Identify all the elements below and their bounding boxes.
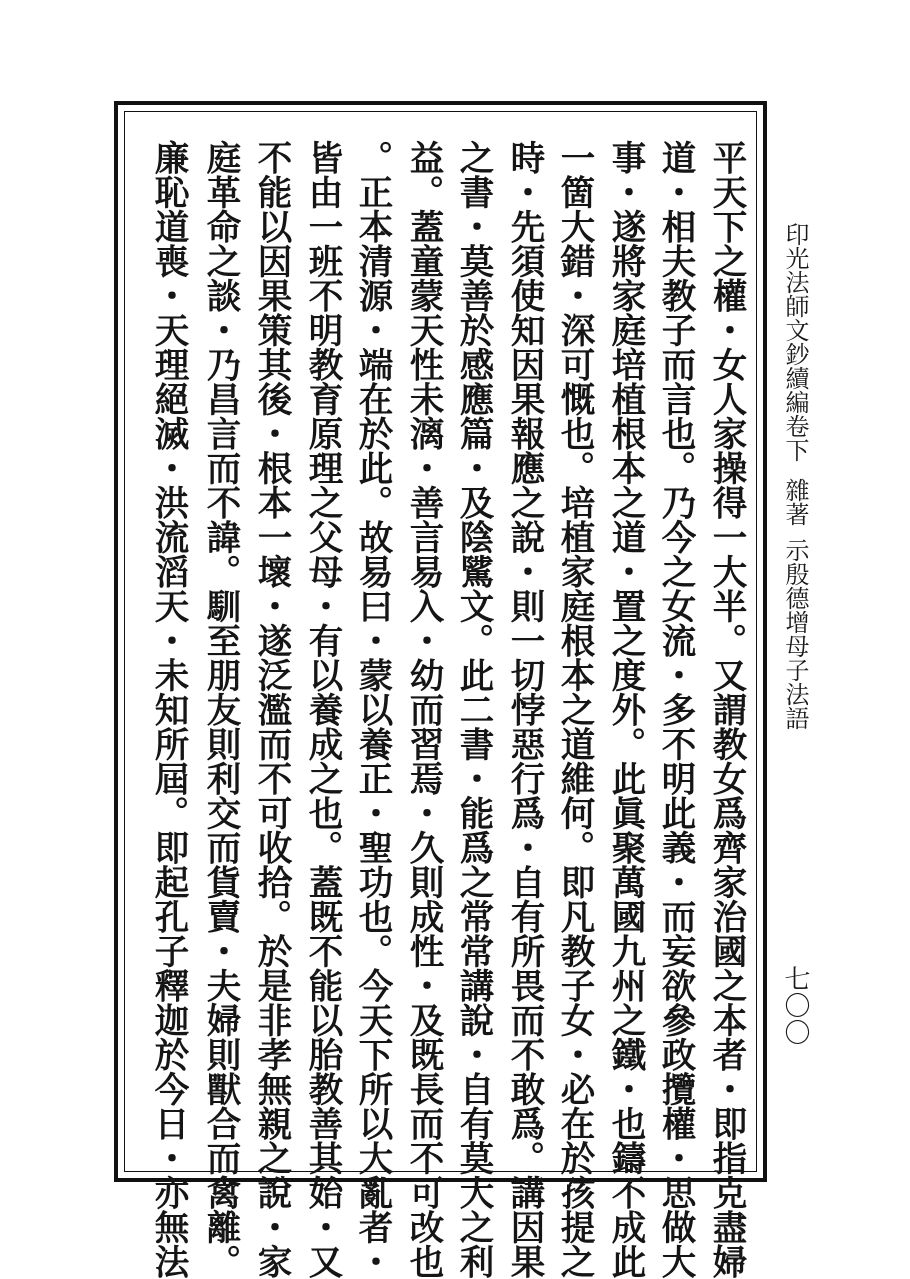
text-column-12: 廉恥道喪・天理絕滅・洪流滔天・未知所屆。即起孔子釋迦於今日・亦無法 xyxy=(148,140,188,1279)
section-label: 雜著 xyxy=(781,478,809,526)
text-column-2: 道・相夫教子而言也。乃今之女流・多不明此義・而妄欲參政攬權・思做大 xyxy=(655,140,695,1279)
text-column-3: 事・遂將家庭培植根本之道・置之度外。此眞聚萬國九州之鐵・也鑄不成此 xyxy=(605,140,645,1279)
text-column-4: 一箇大錯・深可慨也。培植家庭根本之道維何。即凡教子女・必在於孩提之 xyxy=(554,140,594,1279)
text-column-11: 庭革命之談・乃昌言而不諱。馴至朋友則利交而貨賣・夫婦則獸合而禽離。 xyxy=(200,140,240,1279)
text-column-7: 益。蓋童蒙天性未漓・善言易入・幼而習焉・久則成性・及既長而不可改也 xyxy=(403,140,443,1279)
page-number: 七〇〇 xyxy=(780,965,810,1046)
book-title: 印光法師文鈔續編卷下 xyxy=(781,222,809,462)
text-column-9: 皆由一班不明教育原理之父母・有以養成之也。蓋既不能以胎教善其始・又 xyxy=(302,140,342,1279)
text-column-10: 不能以因果策其後・根本一壞・遂泛濫而不可收拾。於是非孝無親之說・家 xyxy=(251,140,291,1279)
running-header xyxy=(780,222,810,730)
text-column-1: 平天下之權・女人家操得一大半。又謂教女爲齊家治國之本者・即指克盡婦 xyxy=(706,140,746,1279)
text-column-5: 時・先須使知因果報應之說・則一切悖惡行爲・自有所畏而不敢爲。講因果 xyxy=(504,140,544,1279)
article-title: 示殷德增母子法語 xyxy=(781,538,809,730)
text-column-6: 之書・莫善於感應篇・及陰騭文。此二書・能爲之常常講說・自有莫大之利 xyxy=(453,140,493,1279)
text-column-8: 。正本清源・端在於此。故易曰・蒙以養正・聖功也。今天下所以大亂者・ xyxy=(352,140,392,1279)
